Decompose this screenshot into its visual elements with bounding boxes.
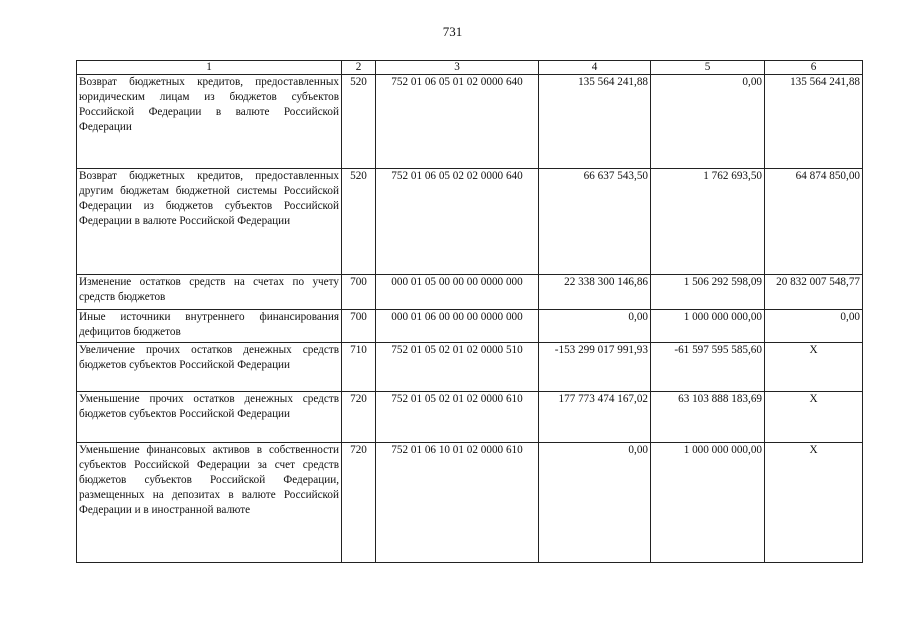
row-line-code: 520 (342, 169, 376, 275)
row-unexecuted: X (765, 392, 863, 443)
column-header: 5 (651, 61, 765, 75)
row-name: Уменьшение финансовых активов в собственности субъектов Российской Федерации за счет средств бюджетов субъектов Российской Федерации, размещенных на депозитах в валюте Российской Федерации и в иностранной валюте (77, 443, 342, 563)
row-name: Возврат бюджетных кредитов, предоставленных другим бюджетам бюджетной системы Российской Федерации из бюджетов субъектов Российской Федерации в валюте Российской Федерации (77, 169, 342, 275)
row-budget-code: 752 01 05 02 01 02 0000 610 (376, 392, 539, 443)
row-executed: -61 597 595 585,60 (651, 343, 765, 392)
row-budget-code: 752 01 06 05 02 02 0000 640 (376, 169, 539, 275)
row-name: Уменьшение прочих остатков денежных средств бюджетов субъектов Российской Федерации (77, 392, 342, 443)
column-header: 6 (765, 61, 863, 75)
row-line-code: 720 (342, 392, 376, 443)
table-row (77, 392, 863, 443)
row-approved: 66 637 543,50 (539, 169, 651, 275)
row-approved: 135 564 241,88 (539, 75, 651, 169)
row-line-code: 720 (342, 443, 376, 563)
row-name: Иные источники внутреннего финансирования дефицитов бюджетов (77, 310, 342, 343)
row-unexecuted: 135 564 241,88 (765, 75, 863, 169)
column-header: 2 (342, 61, 376, 75)
row-line-code: 700 (342, 275, 376, 310)
row-approved: -153 299 017 991,93 (539, 343, 651, 392)
row-name: Возврат бюджетных кредитов, предоставленных юридическим лицам из бюджетов субъектов Российской Федерации в валюте Российской Федерации (77, 75, 342, 169)
table-row (77, 275, 863, 310)
row-unexecuted: X (765, 443, 863, 563)
row-unexecuted: 0,00 (765, 310, 863, 343)
row-budget-code: 752 01 06 10 01 02 0000 610 (376, 443, 539, 563)
row-executed: 0,00 (651, 75, 765, 169)
row-line-code: 710 (342, 343, 376, 392)
table-row (77, 75, 863, 169)
row-unexecuted: 64 874 850,00 (765, 169, 863, 275)
row-name: Изменение остатков средств на счетах по учету средств бюджетов (77, 275, 342, 310)
row-budget-code: 000 01 06 00 00 00 0000 000 (376, 310, 539, 343)
budget-sources-table (76, 60, 863, 563)
row-approved: 0,00 (539, 443, 651, 563)
column-header: 3 (376, 61, 539, 75)
row-unexecuted: 20 832 007 548,77 (765, 275, 863, 310)
row-executed: 63 103 888 183,69 (651, 392, 765, 443)
row-budget-code: 752 01 06 05 01 02 0000 640 (376, 75, 539, 169)
row-name: Увеличение прочих остатков денежных средств бюджетов субъектов Российской Федерации (77, 343, 342, 392)
table-row (77, 343, 863, 392)
row-executed: 1 000 000 000,00 (651, 443, 765, 563)
column-header: 4 (539, 61, 651, 75)
row-unexecuted: X (765, 343, 863, 392)
row-approved: 177 773 474 167,02 (539, 392, 651, 443)
row-approved: 0,00 (539, 310, 651, 343)
row-approved: 22 338 300 146,86 (539, 275, 651, 310)
header-row (77, 61, 863, 75)
table-row (77, 310, 863, 343)
column-header: 1 (77, 61, 342, 75)
table-row (77, 443, 863, 563)
row-budget-code: 752 01 05 02 01 02 0000 510 (376, 343, 539, 392)
row-line-code: 520 (342, 75, 376, 169)
table-row (77, 169, 863, 275)
row-executed: 1 762 693,50 (651, 169, 765, 275)
row-budget-code: 000 01 05 00 00 00 0000 000 (376, 275, 539, 310)
row-executed: 1 000 000 000,00 (651, 310, 765, 343)
row-executed: 1 506 292 598,09 (651, 275, 765, 310)
row-line-code: 700 (342, 310, 376, 343)
page-number: 731 (442, 24, 463, 39)
